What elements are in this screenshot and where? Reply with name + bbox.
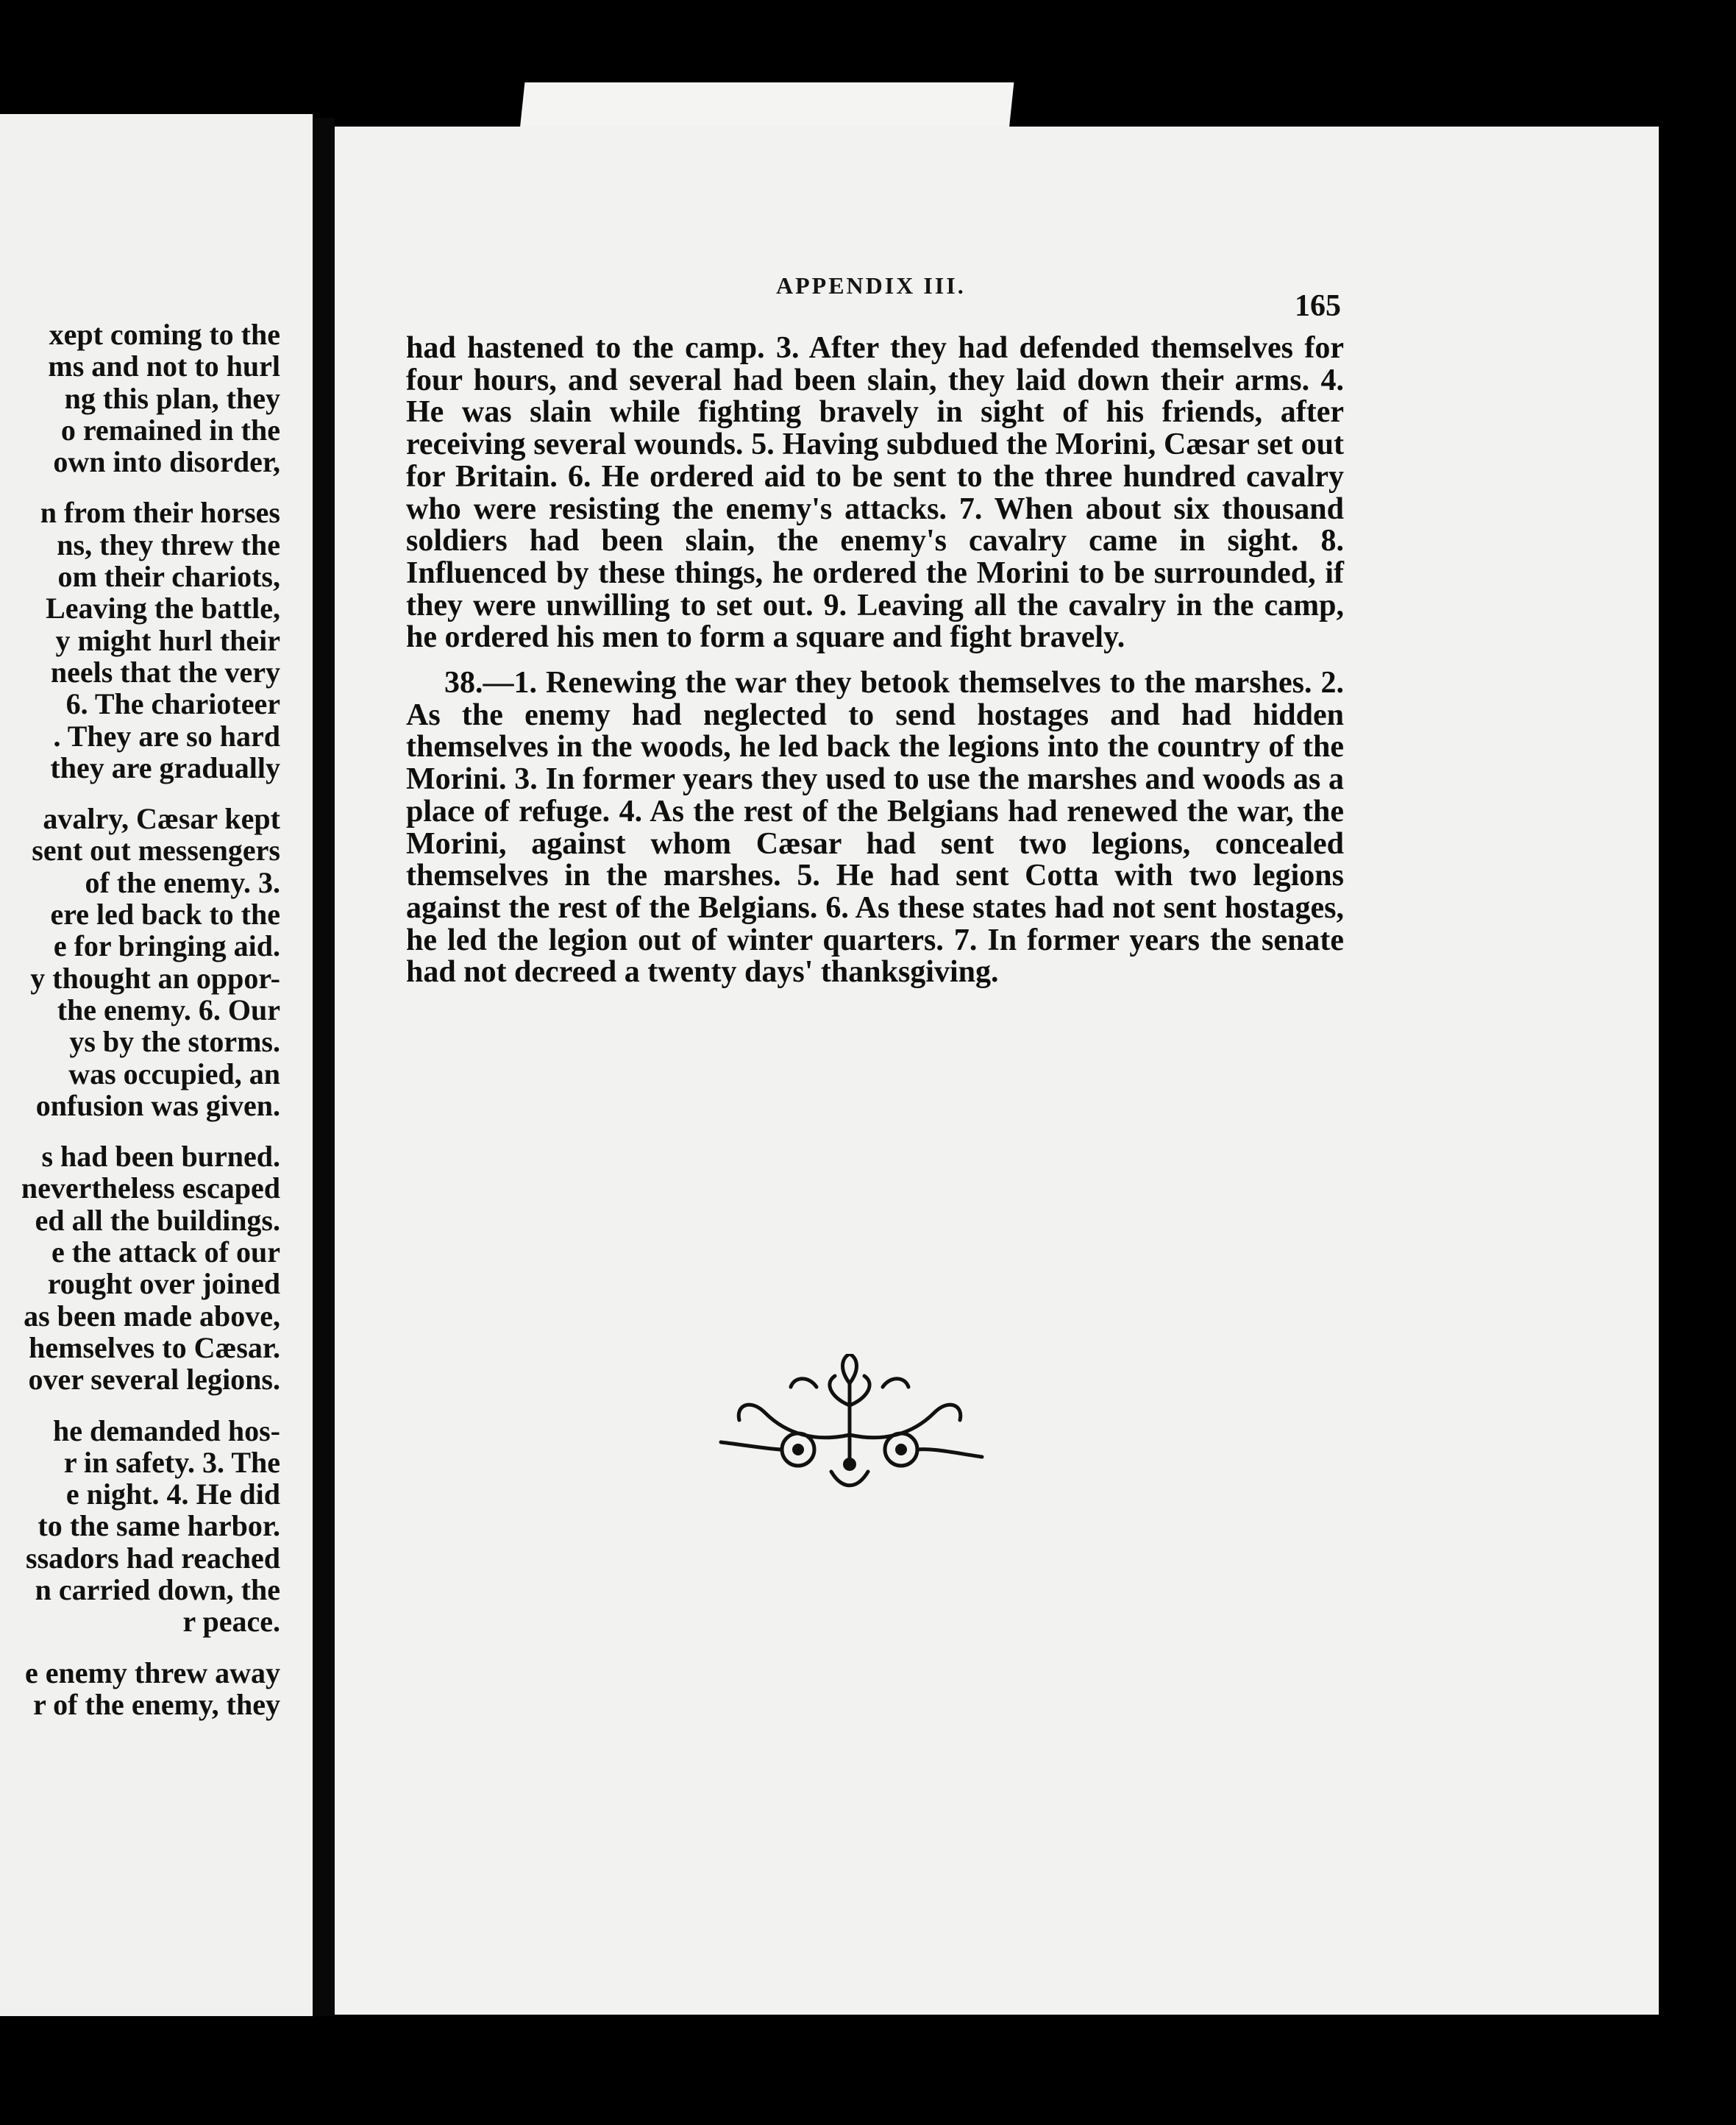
left-page-line: n carried down, the — [35, 1572, 280, 1606]
left-page-line: hemselves to Cæsar. — [29, 1330, 280, 1364]
left-page-line: ssadors had reached — [26, 1541, 280, 1575]
left-page-line: of the enemy. 3. — [85, 865, 280, 899]
left-page-line: o remained in the — [60, 413, 280, 447]
left-page-line: they are gradually — [50, 751, 280, 784]
floral-ornament-icon — [706, 1354, 993, 1501]
left-page-line — [0, 1638, 280, 1657]
left-page-line: Leaving the battle, — [46, 592, 280, 625]
left-page-line: ns, they threw the — [57, 528, 280, 561]
left-page-line: ng this plan, they — [64, 381, 280, 415]
left-page-line — [0, 478, 280, 497]
left-page-line: . They are so hard — [53, 719, 280, 753]
left-page-line: neels that the very — [50, 655, 280, 689]
left-page — [0, 114, 313, 2016]
left-page-line: e night. 4. He did — [65, 1477, 280, 1511]
left-page-line: was occupied, an — [68, 1057, 280, 1090]
page-number: 165 — [1295, 289, 1341, 323]
left-page-line — [0, 1121, 280, 1140]
left-page-line: r of the enemy, they — [33, 1687, 280, 1721]
left-page-text — [0, 319, 280, 1720]
paragraph-38: 38.—1. Renewing the war they betook themselves to the marshes. 2. As the enemy had neglected to send hostages and had hidden themselves in the woods, he led back the legions into the country of the Morini. 3. In former years they used to use the marshes and woods as a place of refuge. 4. As the rest of the Belgians had renewed the war, the Morini, against whom Cæsar had sent two legions, concealed themselves in the marshes. 5. He had sent Cotta with two legions against the rest of the Belgians. 6. As these states had not sent hostages, he led the legion out of winter quarters. 7. In former years the senate had not decreed a twenty days' thanksgiving. — [406, 666, 1344, 990]
left-page-line: y thought an oppor- — [30, 961, 280, 995]
left-page-line: to the same harbor. — [38, 1509, 280, 1543]
left-page-line: e enemy threw away — [25, 1656, 280, 1689]
left-page-line: rought over joined — [47, 1267, 280, 1301]
left-page-line: xept coming to the — [49, 318, 280, 351]
left-page-line: avalry, Cæsar kept — [43, 802, 280, 836]
left-page-line: e the attack of our — [51, 1235, 280, 1269]
left-page-line: ys by the storms. — [69, 1025, 280, 1059]
left-page-line: sent out messengers — [32, 834, 280, 868]
left-page-line: ed all the buildings. — [35, 1203, 280, 1237]
running-head: APPENDIX III. — [776, 272, 966, 299]
left-page-line: nevertheless escaped — [21, 1171, 280, 1205]
left-page-line: r peace. — [182, 1605, 280, 1639]
left-page-line: y might hurl their — [55, 623, 280, 657]
left-page-line: r in safety. 3. The — [63, 1445, 280, 1479]
left-page-line: om their chariots, — [57, 560, 280, 594]
left-page-line: the enemy. 6. Our — [57, 993, 280, 1026]
left-page-line: over several legions. — [28, 1363, 280, 1397]
page-gutter — [313, 118, 335, 2016]
body-text — [406, 333, 1344, 1002]
left-page-line: s had been burned. — [41, 1140, 280, 1174]
paragraph-continuation: had hastened to the camp. 3. After they had defended themselves for four hours, and several had been slain, they laid down their arms. 4. He was slain while fighting bravely in sight of his friends, after receiving several wounds. 5. Having subdued the Morini, Cæsar set out for Britain. 6. He ordered aid to be sent to the three hundred cavalry who were resisting the enemy's attacks. 7. When about six thousand soldiers had been slain, the enemy's cavalry came in sight. 8. Influenced by these things, he ordered the Morini to be surrounded, if they were unwilling to set out. 9. Leaving all the cavalry in the camp, he ordered his men to form a square and fight bravely. — [406, 331, 1344, 655]
left-page-line: e for bringing aid. — [53, 929, 280, 963]
left-page-line: 6. The charioteer — [65, 687, 280, 721]
left-page-line: own into disorder, — [53, 445, 280, 479]
left-page-line — [0, 1396, 280, 1415]
left-page-line: onfusion was given. — [35, 1088, 280, 1122]
left-page-line: he demanded hos- — [53, 1413, 280, 1447]
left-page-line — [0, 784, 280, 803]
left-page-line: ms and not to hurl — [48, 350, 280, 383]
left-page-line: as been made above, — [24, 1299, 280, 1333]
left-page-line: n from their horses — [40, 496, 280, 530]
left-page-line: ere led back to the — [50, 898, 280, 932]
